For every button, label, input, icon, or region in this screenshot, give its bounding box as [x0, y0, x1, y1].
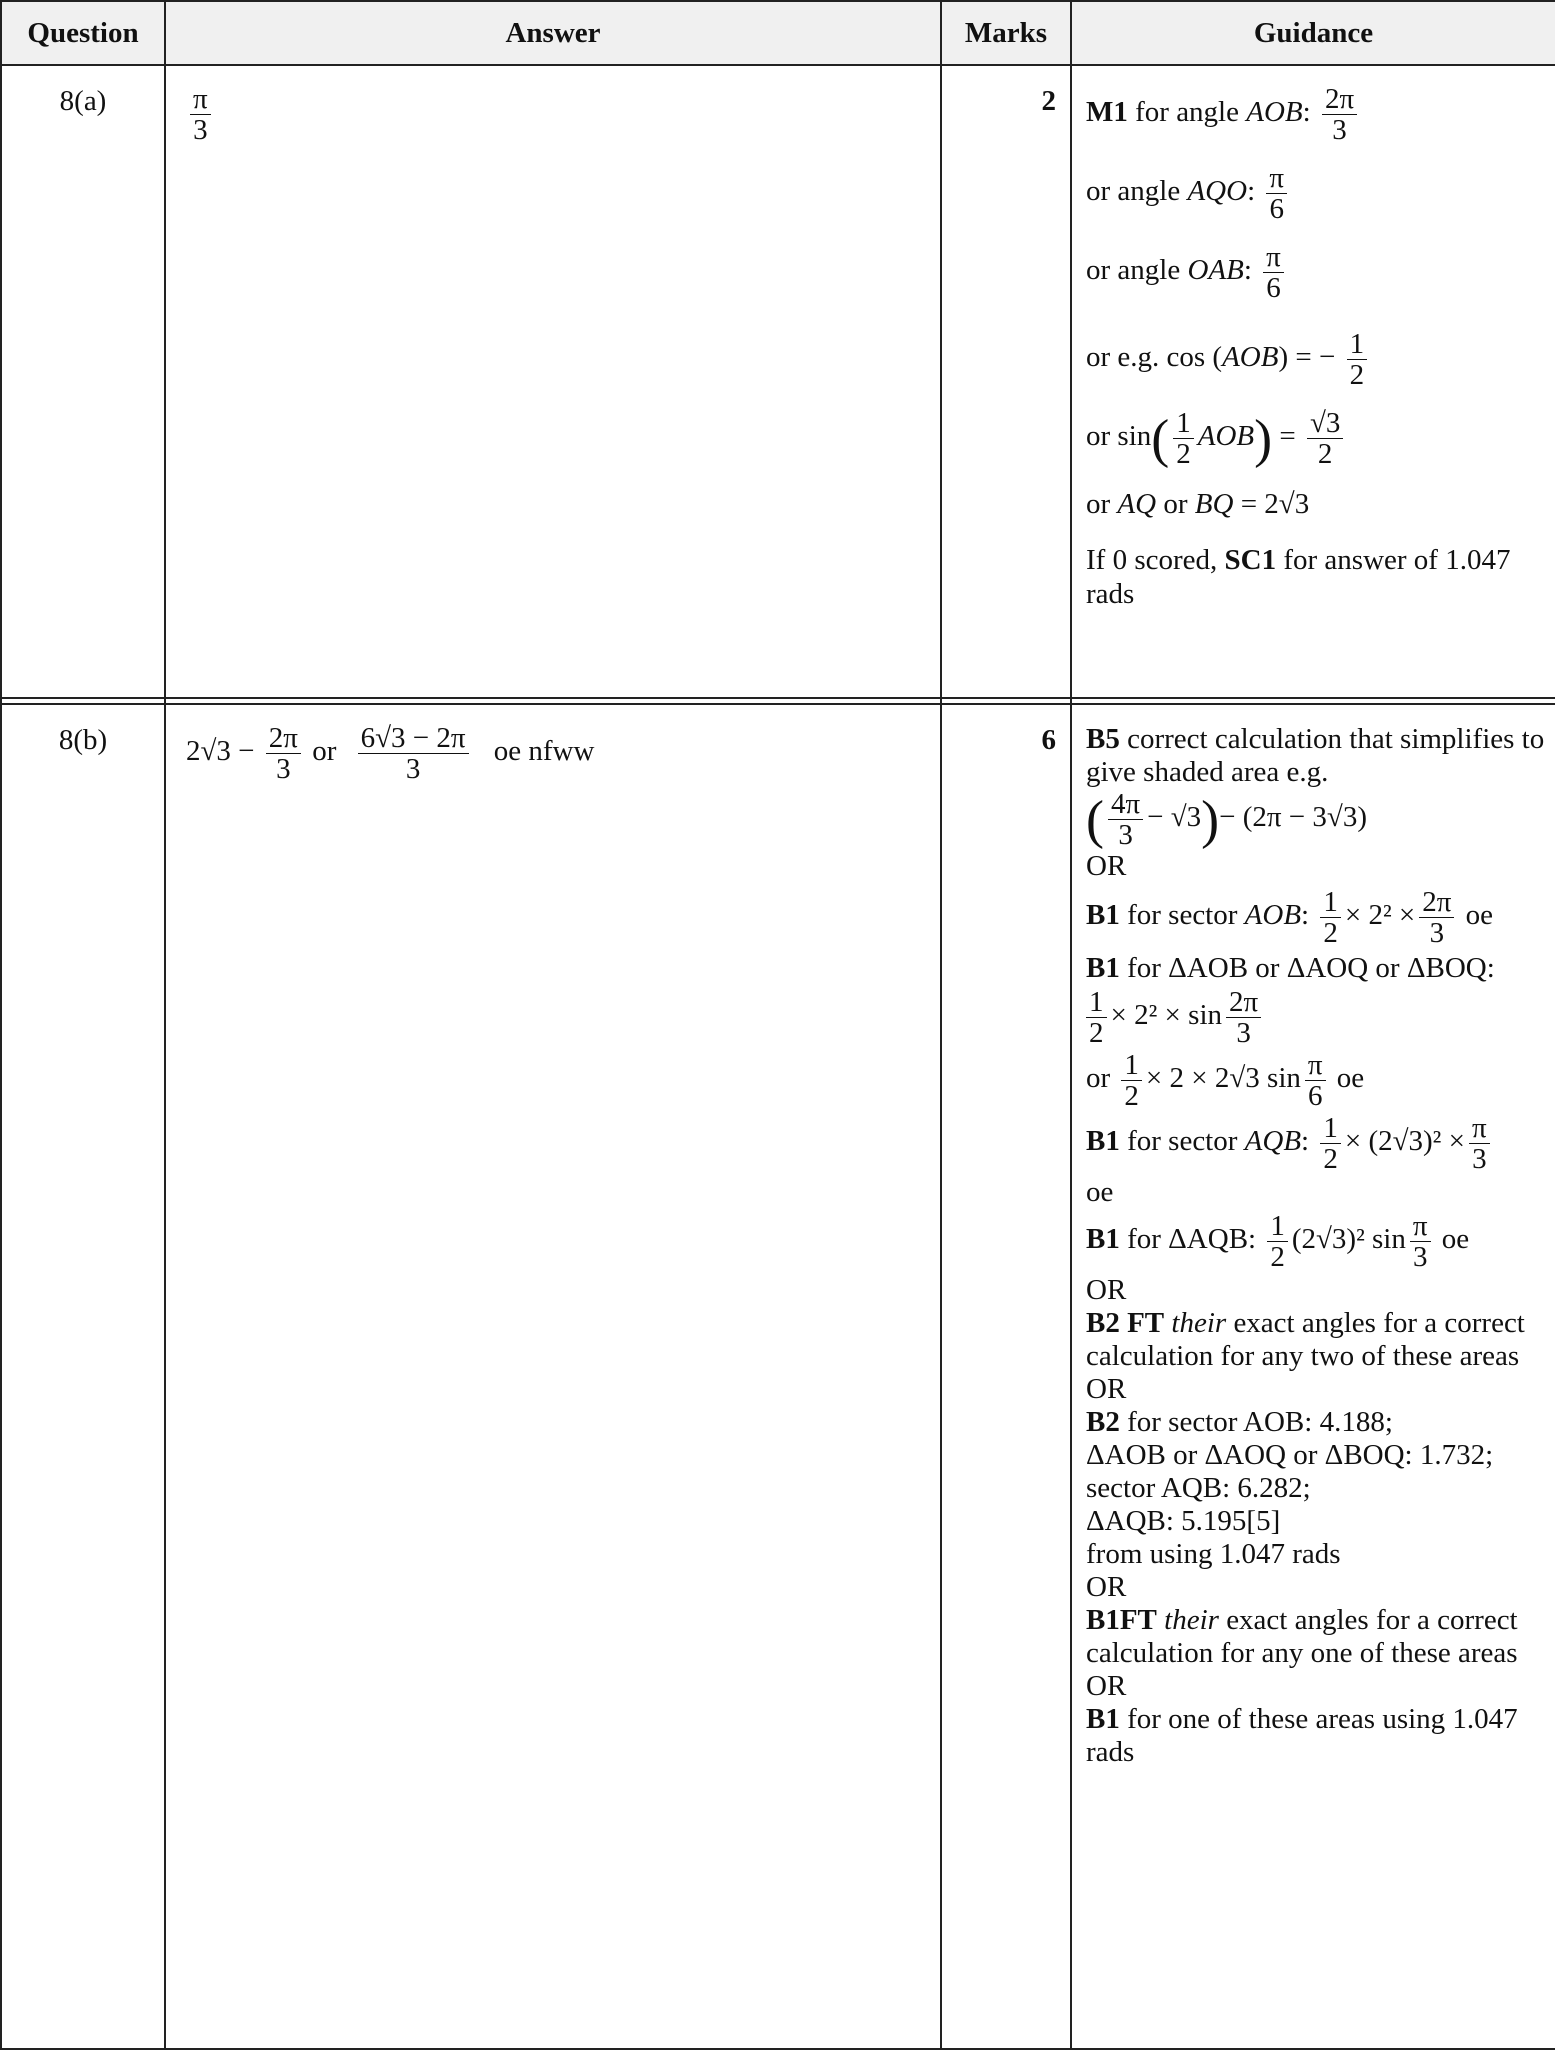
- guidance-line: OR: [1086, 1274, 1127, 1306]
- guidance-line: sector AQB: 6.282;: [1086, 1472, 1311, 1504]
- guidance-line: $\frac{1}{2}$ × 2² × sin $\frac{2\pi}{3}$: [1086, 987, 1547, 1048]
- guidance-line: or sin( $\frac{1}{2}$ AOB) = $\frac{√3}{2}$: [1086, 408, 1547, 469]
- header-marks: Marks: [941, 1, 1071, 65]
- marks-value: 2: [941, 65, 1071, 698]
- guidance-line: ( $\frac{4\pi}{3}$ − √3)− (2π − 3√3): [1086, 788, 1367, 851]
- header-question: Question: [1, 1, 165, 65]
- question-number: 8(b): [1, 704, 165, 2049]
- answer-cell: [165, 65, 941, 698]
- guidance-line: or $\frac{1}{2}$ × 2 × 2√3 sin $\frac{\pi}{6}$ oe: [1086, 1049, 1365, 1112]
- guidance-line: B1 for ΔAQB: $\frac{1}{2}$ (2√3)² sin $\frac{\pi}{3}$ oe: [1086, 1210, 1470, 1273]
- question-number: 8(a): [1, 65, 165, 698]
- header-row: [1, 1, 1555, 65]
- guidance-line: If 0 scored, SC1 for answer of 1.047 rads: [1086, 544, 1511, 610]
- guidance-line: B2 FT their exact angles for a correct calculation for any two of these areas: [1086, 1307, 1525, 1372]
- guidance-line: or AQ or BQ = 2√3: [1086, 488, 1310, 520]
- guidance-line: OR: [1086, 850, 1127, 882]
- table-row: [1, 65, 1555, 698]
- guidance-line: M1 for angle AOB: $\frac{2\pi}{3}$: [1086, 84, 1547, 145]
- guidance-line: from using 1.047 rads: [1086, 1538, 1341, 1570]
- guidance-line: B1 for ΔAOB or ΔAOQ or ΔBOQ:: [1086, 952, 1495, 984]
- header-answer: Answer: [165, 1, 941, 65]
- guidance-line: B1 for one of these areas using 1.047 rads: [1086, 1703, 1518, 1768]
- guidance-line: B5 correct calculation that simplifies to give shaded area e.g.: [1086, 723, 1545, 788]
- answer-cell: 2√3 − $\frac{2\pi}{3}$ or $\frac{6√3 - 2\pi}{3}$ oe nfww: [165, 704, 941, 2049]
- guidance-line: or e.g. cos (AOB) = − $\frac{1}{2}$: [1086, 329, 1547, 390]
- guidance-line: B1 for sector AQB: $\frac{1}{2}$ × (2√3)² × $\frac{\pi}{3}$: [1086, 1113, 1547, 1174]
- header-guidance: Guidance: [1071, 1, 1555, 65]
- guidance-line: oe: [1086, 1176, 1114, 1208]
- marks-value: 6: [941, 704, 1071, 2049]
- guidance-cell: [1071, 65, 1555, 698]
- guidance-line: OR: [1086, 1670, 1127, 1702]
- guidance-line: B1FT their exact angles for a correct calculation for any one of these areas: [1086, 1604, 1518, 1669]
- guidance-line: OR: [1086, 1571, 1127, 1603]
- answer-fraction: $\frac{\pi}{3}$: [190, 84, 211, 145]
- guidance-line: OR: [1086, 1373, 1127, 1405]
- guidance-line: B2 for sector AOB: 4.188;: [1086, 1406, 1393, 1438]
- guidance-line: B1 for sector AOB: $\frac{1}{2}$ × 2² × $\frac{2\pi}{3}$ oe: [1086, 886, 1494, 949]
- guidance-line: ΔAQB: 5.195[5]: [1086, 1505, 1281, 1537]
- guidance-cell: [1071, 704, 1555, 2049]
- table-row: [1, 704, 1555, 2049]
- guidance-line: or angle AQO: $\frac{\pi}{6}$: [1086, 163, 1547, 224]
- guidance-line: ΔAOB or ΔAOQ or ΔBOQ: 1.732;: [1086, 1439, 1494, 1471]
- guidance-line: or angle OAB: $\frac{\pi}{6}$: [1086, 242, 1547, 303]
